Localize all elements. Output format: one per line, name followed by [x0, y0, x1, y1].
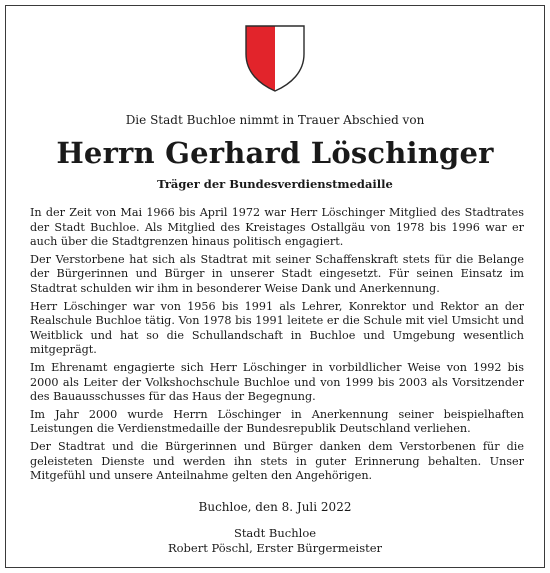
notice-body	[30, 206, 524, 487]
place-date: Buchloe, den 8. Juli 2022	[198, 500, 352, 514]
paragraph-commitment: Der Verstorbene hat sich als Stadtrat mit seiner Schaffenskraft stets für die Belange der Bürgerinnen und Bürger in unserer Stadt eingesetzt. Für seinen Einsatz im Stadtrat schulden wir ihm in besonderer Weise Dank und Anerkennung.	[30, 252, 524, 295]
honor-subtitle: Träger der Bundesverdienstmedaille	[157, 177, 393, 191]
paragraph-teaching: Herr Löschinger war von 1956 bis 1991 als Lehrer, Konrektor und Rektor an der Realschule Buchloe tätig. Von 1978 bis 1991 leitete er die Schule mit viel Umsicht und Weitblick und hat so die Schullandschaft in Buchloe und Umgebung wesentlich mitgeprägt.	[30, 299, 524, 357]
crest-right-field	[275, 26, 304, 91]
signature-organization: Stadt Buchloe	[233, 526, 317, 540]
crest-left-field	[246, 26, 275, 91]
signature-person: Robert Pöschl, Erster Bürgermeister	[167, 541, 383, 555]
deceased-name: Herrn Gerhard Löschinger	[56, 136, 494, 170]
signature-block	[0, 526, 550, 556]
paragraph-award: Im Jahr 2000 wurde Herrn Löschinger in Anerkennung seiner beispielhaften Leistungen die Verdienstmedaille der Bundesrepublik Deutschland verliehen.	[30, 407, 524, 436]
city-coat-of-arms	[244, 24, 306, 94]
paragraph-volunteering: Im Ehrenamt engagierte sich Herr Löschinger in vorbildlicher Weise von 1992 bis 2000 als Leiter der Volkshochschule Buchloe und von 1999 bis 2003 als Vorsitzender des Bauausschusses für das Haus der Begegnung.	[30, 360, 524, 404]
paragraph-city-council: In der Zeit von Mai 1966 bis April 1972 war Herr Löschinger Mitglied des Stadtrates der Stadt Buchloe. Als Mitglied des Kreistages Ostallgäu von 1978 bis 1996 war er auch über die Stadtgrenzen hinaus politisch engagiert.	[30, 206, 524, 249]
intro-line: Die Stadt Buchloe nimmt in Trauer Abschied von	[125, 113, 425, 127]
paragraph-gratitude: Der Stadtrat und die Bürgerinnen und Bürger danken dem Verstorbenen für die geleisteten Dienste und werden ihn stets in guter Erinnerung behalten. Unser Mitgefühl und unsere Anteilnahme gelten den Angehörigen.	[30, 439, 524, 483]
